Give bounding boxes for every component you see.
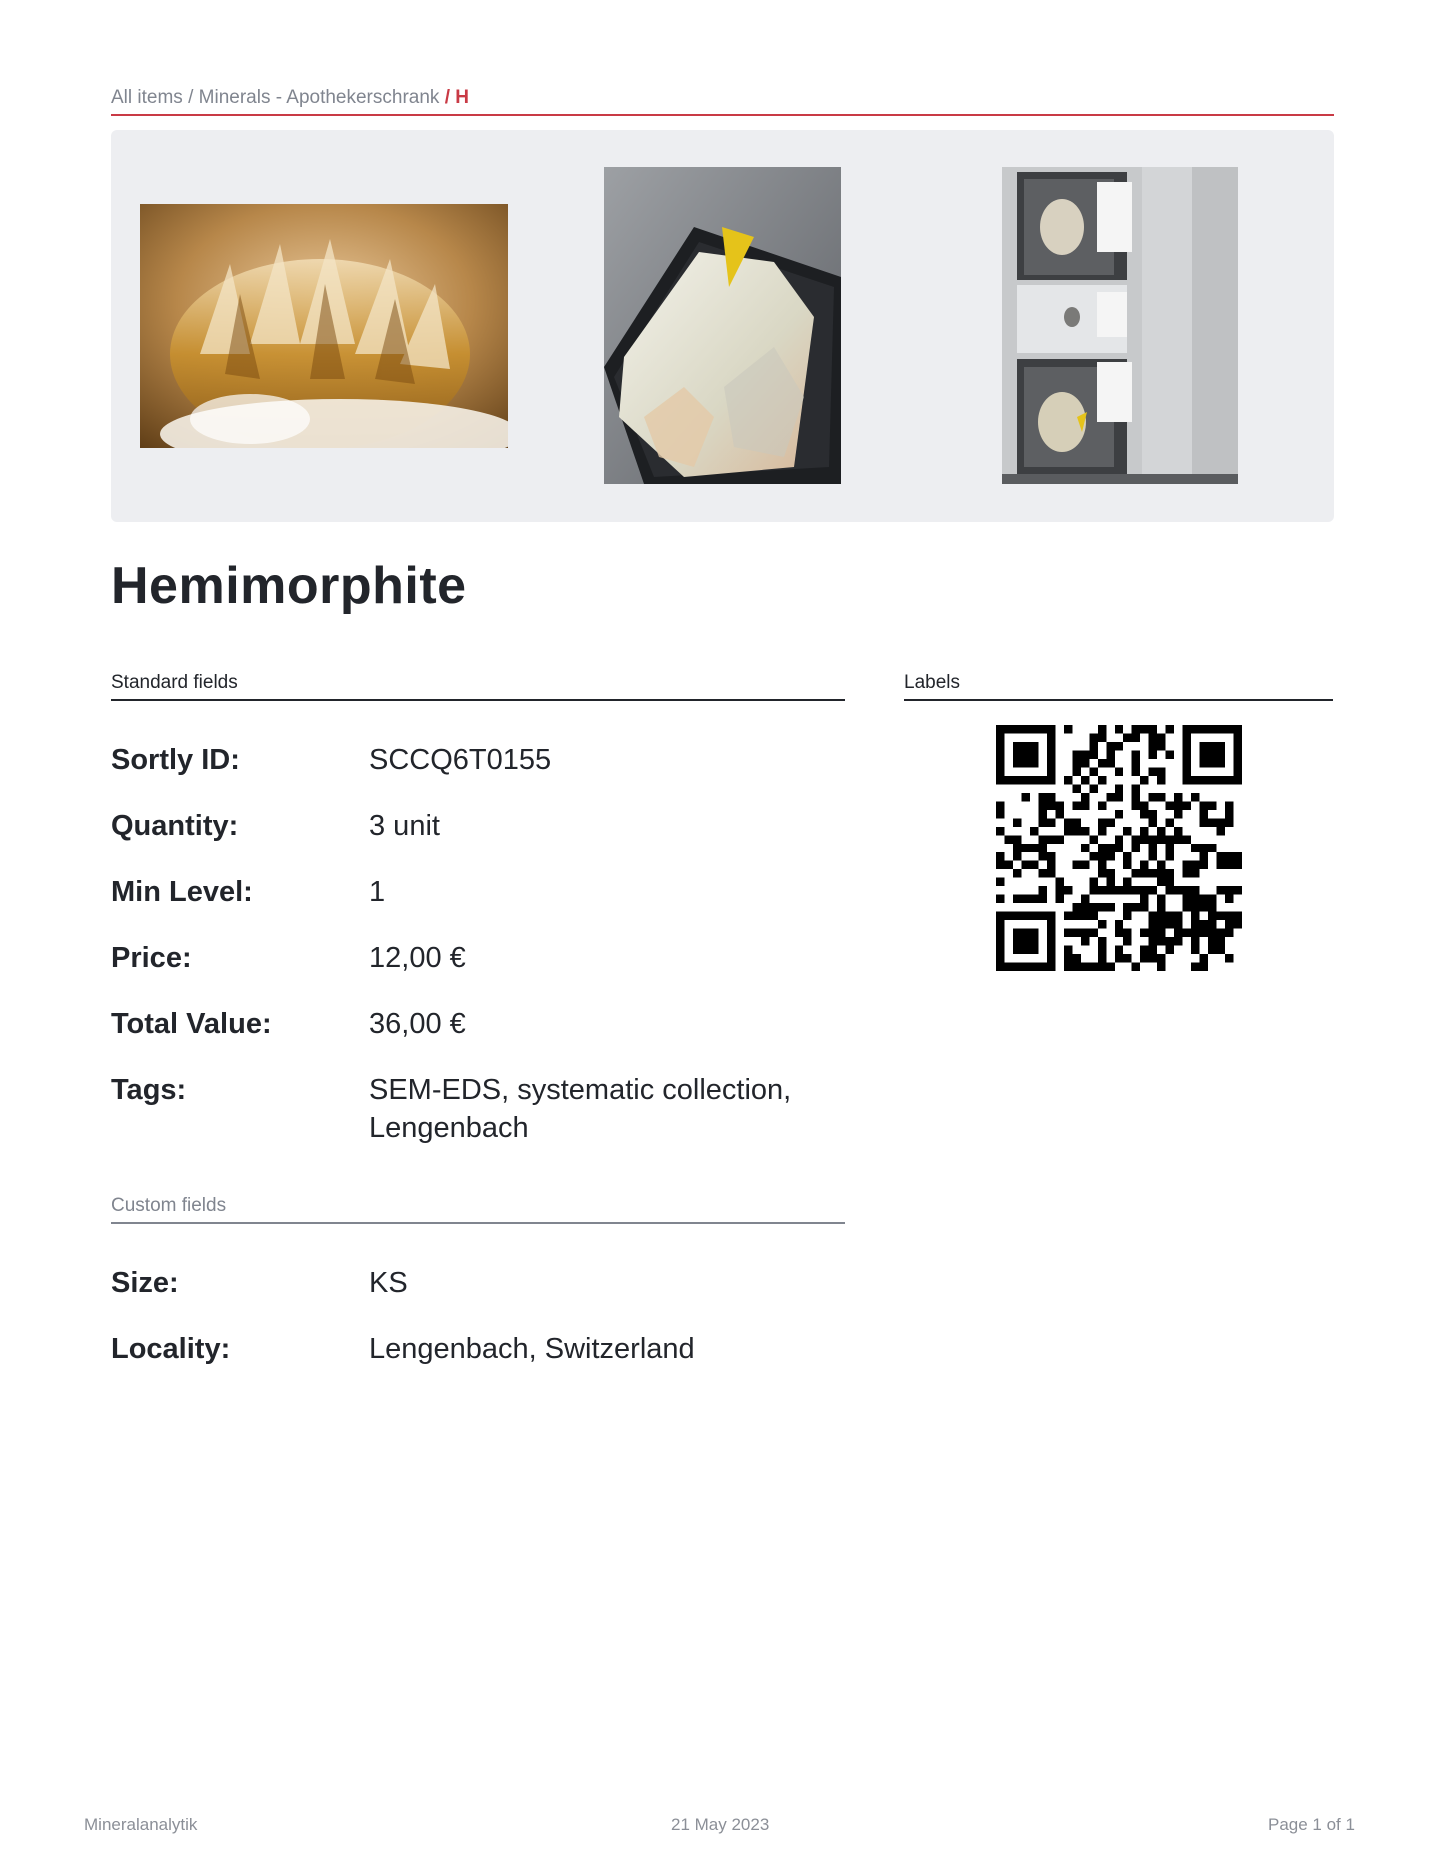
- photo-gallery: [111, 130, 1334, 522]
- qr-code-label: [996, 725, 1242, 971]
- footer-page-number: Page 1 of 1: [1268, 1815, 1355, 1834]
- specimens-in-drawer-photo[interactable]: [1002, 167, 1238, 484]
- item-title: Hemimorphite: [111, 557, 467, 615]
- field-label: Quantity:: [111, 810, 239, 842]
- field-value: KS: [369, 1267, 408, 1299]
- field-value: 1: [369, 876, 386, 908]
- custom-fields-heading: Custom fields: [111, 1193, 845, 1224]
- field-label: Total Value:: [111, 1008, 272, 1040]
- breadcrumb-current: H: [455, 87, 469, 108]
- footer-company: Mineralanalytik: [84, 1815, 198, 1834]
- field-value: 3 unit: [369, 810, 440, 842]
- hemimorphite-crystal-closeup-photo[interactable]: [140, 204, 508, 448]
- breadcrumb-folder-link[interactable]: Minerals - Apothekerschrank: [198, 87, 440, 108]
- field-label: Price:: [111, 942, 192, 974]
- field-label: Tags:: [111, 1074, 187, 1106]
- field-value: SEM-EDS, systematic collection, Lengenbach: [369, 1074, 792, 1144]
- field-label: Locality:: [111, 1333, 231, 1365]
- field-value: 36,00 €: [369, 1008, 466, 1040]
- field-value: SCCQ6T0155: [369, 744, 552, 776]
- breadcrumb-separator-current: /: [444, 87, 450, 108]
- breadcrumb-separator: /: [188, 87, 194, 108]
- footer-date: 21 May 2023: [671, 1815, 770, 1834]
- breadcrumb: [111, 86, 1334, 116]
- breadcrumb-all-items-link[interactable]: All items: [111, 87, 183, 108]
- standard-fields-heading: Standard fields: [111, 670, 845, 701]
- field-label: Min Level:: [111, 876, 253, 908]
- specimen-in-box-photo[interactable]: [604, 167, 841, 484]
- field-label: Sortly ID:: [111, 744, 240, 776]
- field-label: Size:: [111, 1267, 179, 1299]
- labels-heading: Labels: [904, 670, 1333, 701]
- field-value: 12,00 €: [369, 942, 466, 974]
- field-value: Lengenbach, Switzerland: [369, 1333, 695, 1365]
